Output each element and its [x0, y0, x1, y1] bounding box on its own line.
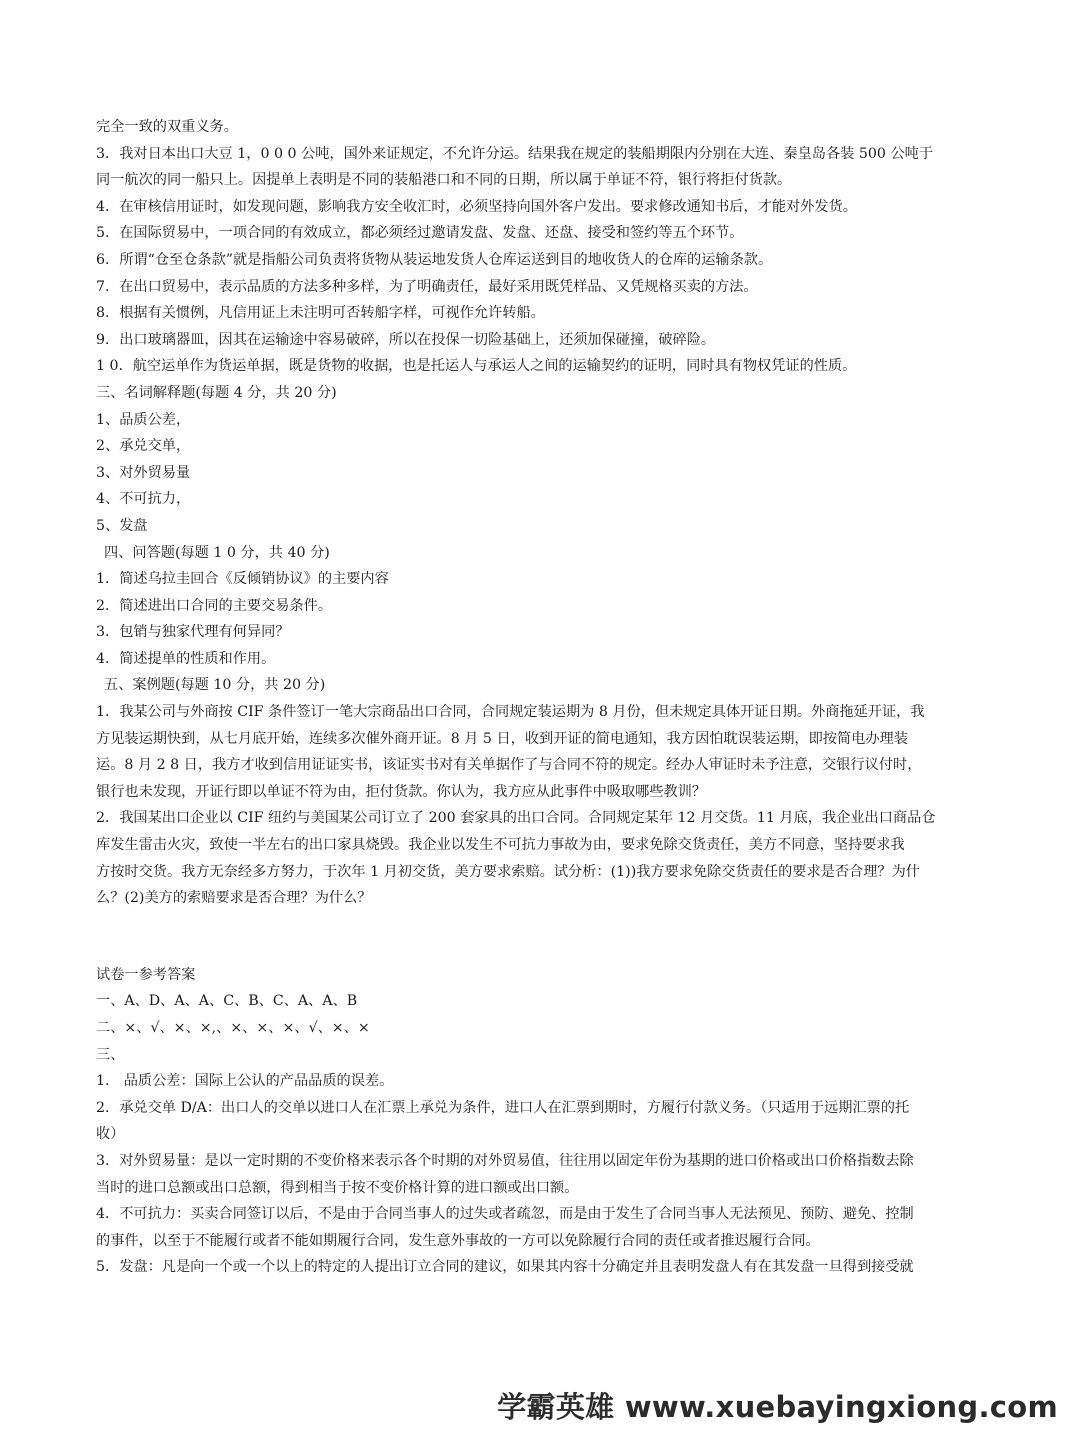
tf-question-4: 4．在审核信用证时，如发现问题，影响我方安全收汇时，必须坚持向国外客户发出。要求修改通知书后，才能对外发货。 — [96, 198, 857, 215]
tf-question-3 — [96, 141, 984, 194]
answer-def-3 — [96, 1148, 984, 1201]
answer-def-1: 1． 品质公差：国际上公认的产品品质的误差。 — [96, 1073, 394, 1090]
answer-def-2 — [96, 1095, 984, 1148]
top-fragment: 完全一致的双重义务。 — [96, 119, 238, 135]
section-heading-terms: 三、名词解释题(每题 4 分，共 20 分) — [96, 384, 337, 401]
case-1 — [96, 699, 984, 805]
question-item: 1．简述乌拉圭回合《反倾销协议》的主要内容 — [96, 571, 389, 588]
tf-question-9: 9．出口玻璃器皿，因其在运输途中容易破碎，所以在投保一切险基础上，还须加保碰撞，破碎险。 — [96, 331, 716, 348]
answer-def-5: 5．发盘：凡是向一个或一个以上的特定的人提出订立合同的建议，如果其内容十分确定并且表明发盘人有在其发盘一旦得到接受就 — [96, 1259, 914, 1276]
tf-question-10: 1 0．航空运单作为货运单据，既是货物的收据，也是托运人与承运人之间的运输契约的证明，同时具有物权凭证的性质。 — [96, 358, 857, 375]
text-line: 库发生雷击火灾，致使一半左右的出口家具烧毁。我企业以发生不可抗力事故为由，要求免除交货责任，美方不同意，坚持要求我 — [96, 837, 905, 854]
text-line: 方按时交货。我方无奈经多方努力，于次年 1 月初交货，美方要求索赔。试分析：(1))我方要求免除交货责任的要求是否合理？为什 — [96, 863, 920, 880]
question-item: 4．简述提单的性质和作用。 — [96, 650, 276, 667]
text-line: 运。8 月 2 8 日，我方才收到信用证证实书，该证实书对有关单据作了与合同不符的规定。经办人审证时未予注意，交银行议付时， — [96, 757, 922, 774]
text-line: 3．我对日本出口大豆 1，0 0 0 公吨，国外来证规定，不允许分运。结果我在规定的装船期限内分别在大连、秦皇岛各装 500 公吨于 — [96, 145, 934, 162]
section-heading-questions: 四、问答题(每题 1 0 分，共 40 分) — [104, 544, 330, 561]
text-line: 2．我国某出口企业以 CIF 纽约与美国某公司订立了 200 套家具的出口合同。合同规定某年 12 月交货。11 月底，我企业出口商品仓 — [96, 810, 936, 827]
text-line: 银行也未发现，开证行即以单证不符为由，拒付货款。你认为，我方应从此事件中吸取哪些教训？ — [96, 783, 707, 800]
answers-part1: 一、A、D、A、A、C、B、C、A、A、B — [96, 993, 358, 1010]
case-2 — [96, 805, 984, 911]
question-item: 3．包销与独家代理有何异同？ — [96, 624, 290, 641]
answer-def-4 — [96, 1201, 984, 1254]
document-page — [96, 114, 984, 1281]
question-item: 2．简述进出口合同的主要交易条件。 — [96, 597, 333, 614]
tf-question-7: 7．在出口贸易中，表示品质的方法多种多样，为了明确责任，最好采用既凭样品、又凭规格买卖的方法。 — [96, 278, 758, 295]
text-line: 收） — [96, 1126, 125, 1143]
tf-question-5: 5．在国际贸易中，一项合同的有效成立，都必须经过邀请发盘、发盘、还盘、接受和签约等五个环节。 — [96, 225, 744, 242]
text-line: 当时的进口总额或出口总额，得到相当于按不变价格计算的进口额或出口额。 — [96, 1179, 579, 1196]
site-watermark: 学霸英雄 www.xuebayingxiong.com — [497, 1390, 1058, 1424]
term-item: 4、不可抗力， — [96, 491, 191, 508]
tf-question-6: 6．所谓“仓至仓条款”就是指船公司负责将货物从装运地发货人仓库运送到目的地收货人的仓库的运输条款。 — [96, 251, 773, 268]
answers-title: 试卷一参考答案 — [96, 966, 196, 983]
tf-question-8: 8．根据有关惯例，凡信用证上未注明可否转船字样，可视作允许转船。 — [96, 305, 545, 322]
answers-part2: 二、×、√、×、×,、×、×、×、√、×、× — [96, 1020, 370, 1036]
section-heading-cases: 五、案例题(每题 10 分，共 20 分) — [104, 677, 326, 694]
text-line: 的事件，以至于不能履行或者不能如期履行合同，发生意外事故的一方可以免除履行合同的责任或者推迟履行合同。 — [96, 1232, 820, 1249]
answers-part3-label: 三、 — [96, 1046, 125, 1063]
text-line: 4．不可抗力：买卖合同签订以后，不是由于合同当事人的过失或者疏忽，而是由于发生了合同当事人无法预见、预防、避免、控制 — [96, 1206, 914, 1223]
text-line: 么？(2)美方的索赔要求是否合理？为什么？ — [96, 890, 372, 907]
text-line: 2．承兑交单 D/A：出口人的交单以进口人在汇票上承兑为条件，进口人在汇票到期时，方履行付款义务。（只适用于远期汇票的托 — [96, 1099, 910, 1116]
spacer — [96, 912, 984, 962]
term-item: 1、品质公差， — [96, 411, 191, 428]
text-line: 3．对外贸易量：是以一定时期的不变价格来表示各个时期的对外贸易值，往往用以固定年份为基期的进口价格或出口价格指数去除 — [96, 1152, 914, 1169]
text-line: 同一航次的同一船只上。因提单上表明是不同的装船港口和不同的日期，所以属于单证不符，银行将拒付货款。 — [96, 172, 792, 189]
term-item: 5、发盘 — [96, 517, 148, 534]
term-item: 2、承兑交单， — [96, 438, 191, 455]
text-line: 1．我某公司与外商按 CIF 条件签订一笔大宗商品出口合同，合同规定装运期为 8 月份，但未规定具体开证日期。外商拖延开证，我 — [96, 704, 925, 721]
text-line: 方见装运期快到，从七月底开始，连续多次催外商开证。8 月 5 日，收到开证的简电通知，我方因怕耽误装运期，即按简电办理装 — [96, 730, 908, 747]
term-item: 3、对外贸易量 — [96, 464, 191, 481]
